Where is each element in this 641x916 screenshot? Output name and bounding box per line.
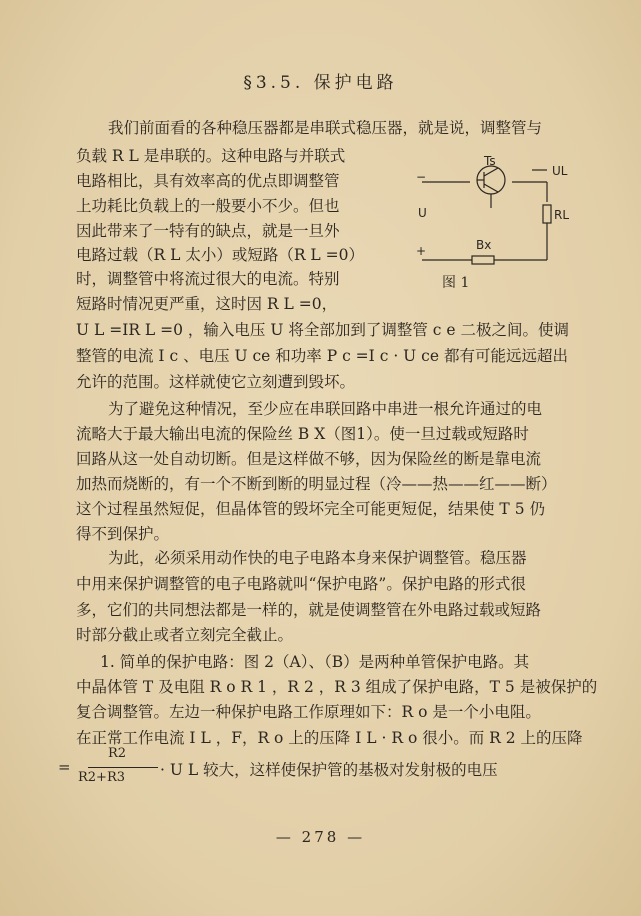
text-line: 在正常工作电流 I L ，F，R o 上的压降 I L · R o 很小。而 R 2 上的压降	[76, 729, 583, 747]
bx-label: Bx	[476, 238, 492, 252]
text-line: 加热而烧断的，有一个不断到断的明显过程（冷——热——红——断）	[76, 475, 557, 493]
text-line: 这个过程虽然短促，但晶体管的毁坏完全可能更短促，结果使 T 5 仍	[76, 500, 545, 518]
page-number: — 278 —	[275, 828, 366, 846]
text-line: 1. 简单的保护电路：图 2（A）、（B）是两种单管保护电路。其	[100, 653, 530, 671]
text-line: 整管的电流 I c 、电压 U ce 和功率 P c =I c · U ce 都有可能远远超出	[76, 347, 568, 365]
text-line: 短路时情况更严重，这时因 R L =0，	[76, 295, 338, 313]
text-line: 回路从这一处自动切断。但是这样做不够，因为保险丝的断是靠电流	[76, 450, 542, 468]
minus-label: −	[416, 170, 427, 184]
fraction-denominator: R2+R3	[78, 770, 126, 785]
fraction-numerator: R2	[108, 746, 127, 761]
fraction-formula	[58, 746, 162, 792]
text-line: · U L 较大，这样使保护管的基极对发射极的电压	[160, 761, 498, 779]
text-line: U L =IR L =0 ，输入电压 U 将全部加到了调整管 c e 二极之间。使调	[76, 321, 569, 339]
text-line: 我们前面看的各种稳压器都是串联式稳压器，就是说，调整管与	[108, 119, 543, 137]
ts-label: Ts	[484, 154, 496, 168]
u-label: U	[418, 206, 427, 220]
text-line: 负载 R L 是串联的。这种电路与并联式	[76, 147, 346, 165]
figure-caption: 图 1	[442, 275, 470, 291]
ul-label: UL	[552, 164, 568, 178]
text-line: 上功耗比负载上的一般要小不少。但也	[76, 197, 340, 215]
text-line: 流略大于最大输出电流的保险丝 B X（图1）。使一旦过载或短路时	[76, 425, 529, 443]
text-line: 允许的范围。这样就使它立刻遭到毁坏。	[76, 373, 356, 391]
text-line: 中晶体管 T 及电阻 R o R 1 ，R 2 ，R 3 组成了保护电路，T 5 是被保护的	[76, 678, 598, 696]
plus-label: +	[416, 244, 427, 258]
text-line: 电路相比，具有效率高的优点即调整管	[76, 172, 340, 190]
section-title: §3.5. 保护电路	[243, 73, 398, 93]
text-line: 得不到保护。	[76, 525, 170, 543]
text-line: 为此，必须采用动作快的电子电路本身来保护调整管。稳压器	[108, 549, 527, 567]
fraction-bar	[88, 767, 158, 768]
text-line: 时部分截止或者立刻完全截止。	[76, 626, 294, 644]
text-line: 复合调整管。左边一种保护电路工作原理如下：R o 是一个小电阻。	[76, 703, 541, 721]
circuit-figure	[412, 150, 612, 300]
rl-label: RL	[554, 208, 570, 222]
text-line: 时，调整管中将流过很大的电流。特别	[76, 270, 340, 288]
equals-sign: =	[58, 758, 71, 776]
text-line: 电路过载（R L 太小）或短路（R L =0）	[76, 246, 364, 264]
text-line: 为了避免这种情况，至少应在串联回路中串进一根允许通过的电	[108, 400, 543, 418]
text-line: 多，它们的共同想法都是一样的，就是使调整管在外电路过载或短路	[76, 601, 542, 619]
text-line: 中用来保护调整管的电子电路就叫“保护电路”。保护电路的形式很	[76, 575, 526, 593]
text-line: 因此带来了一特有的缺点，就是一旦外	[76, 222, 340, 240]
